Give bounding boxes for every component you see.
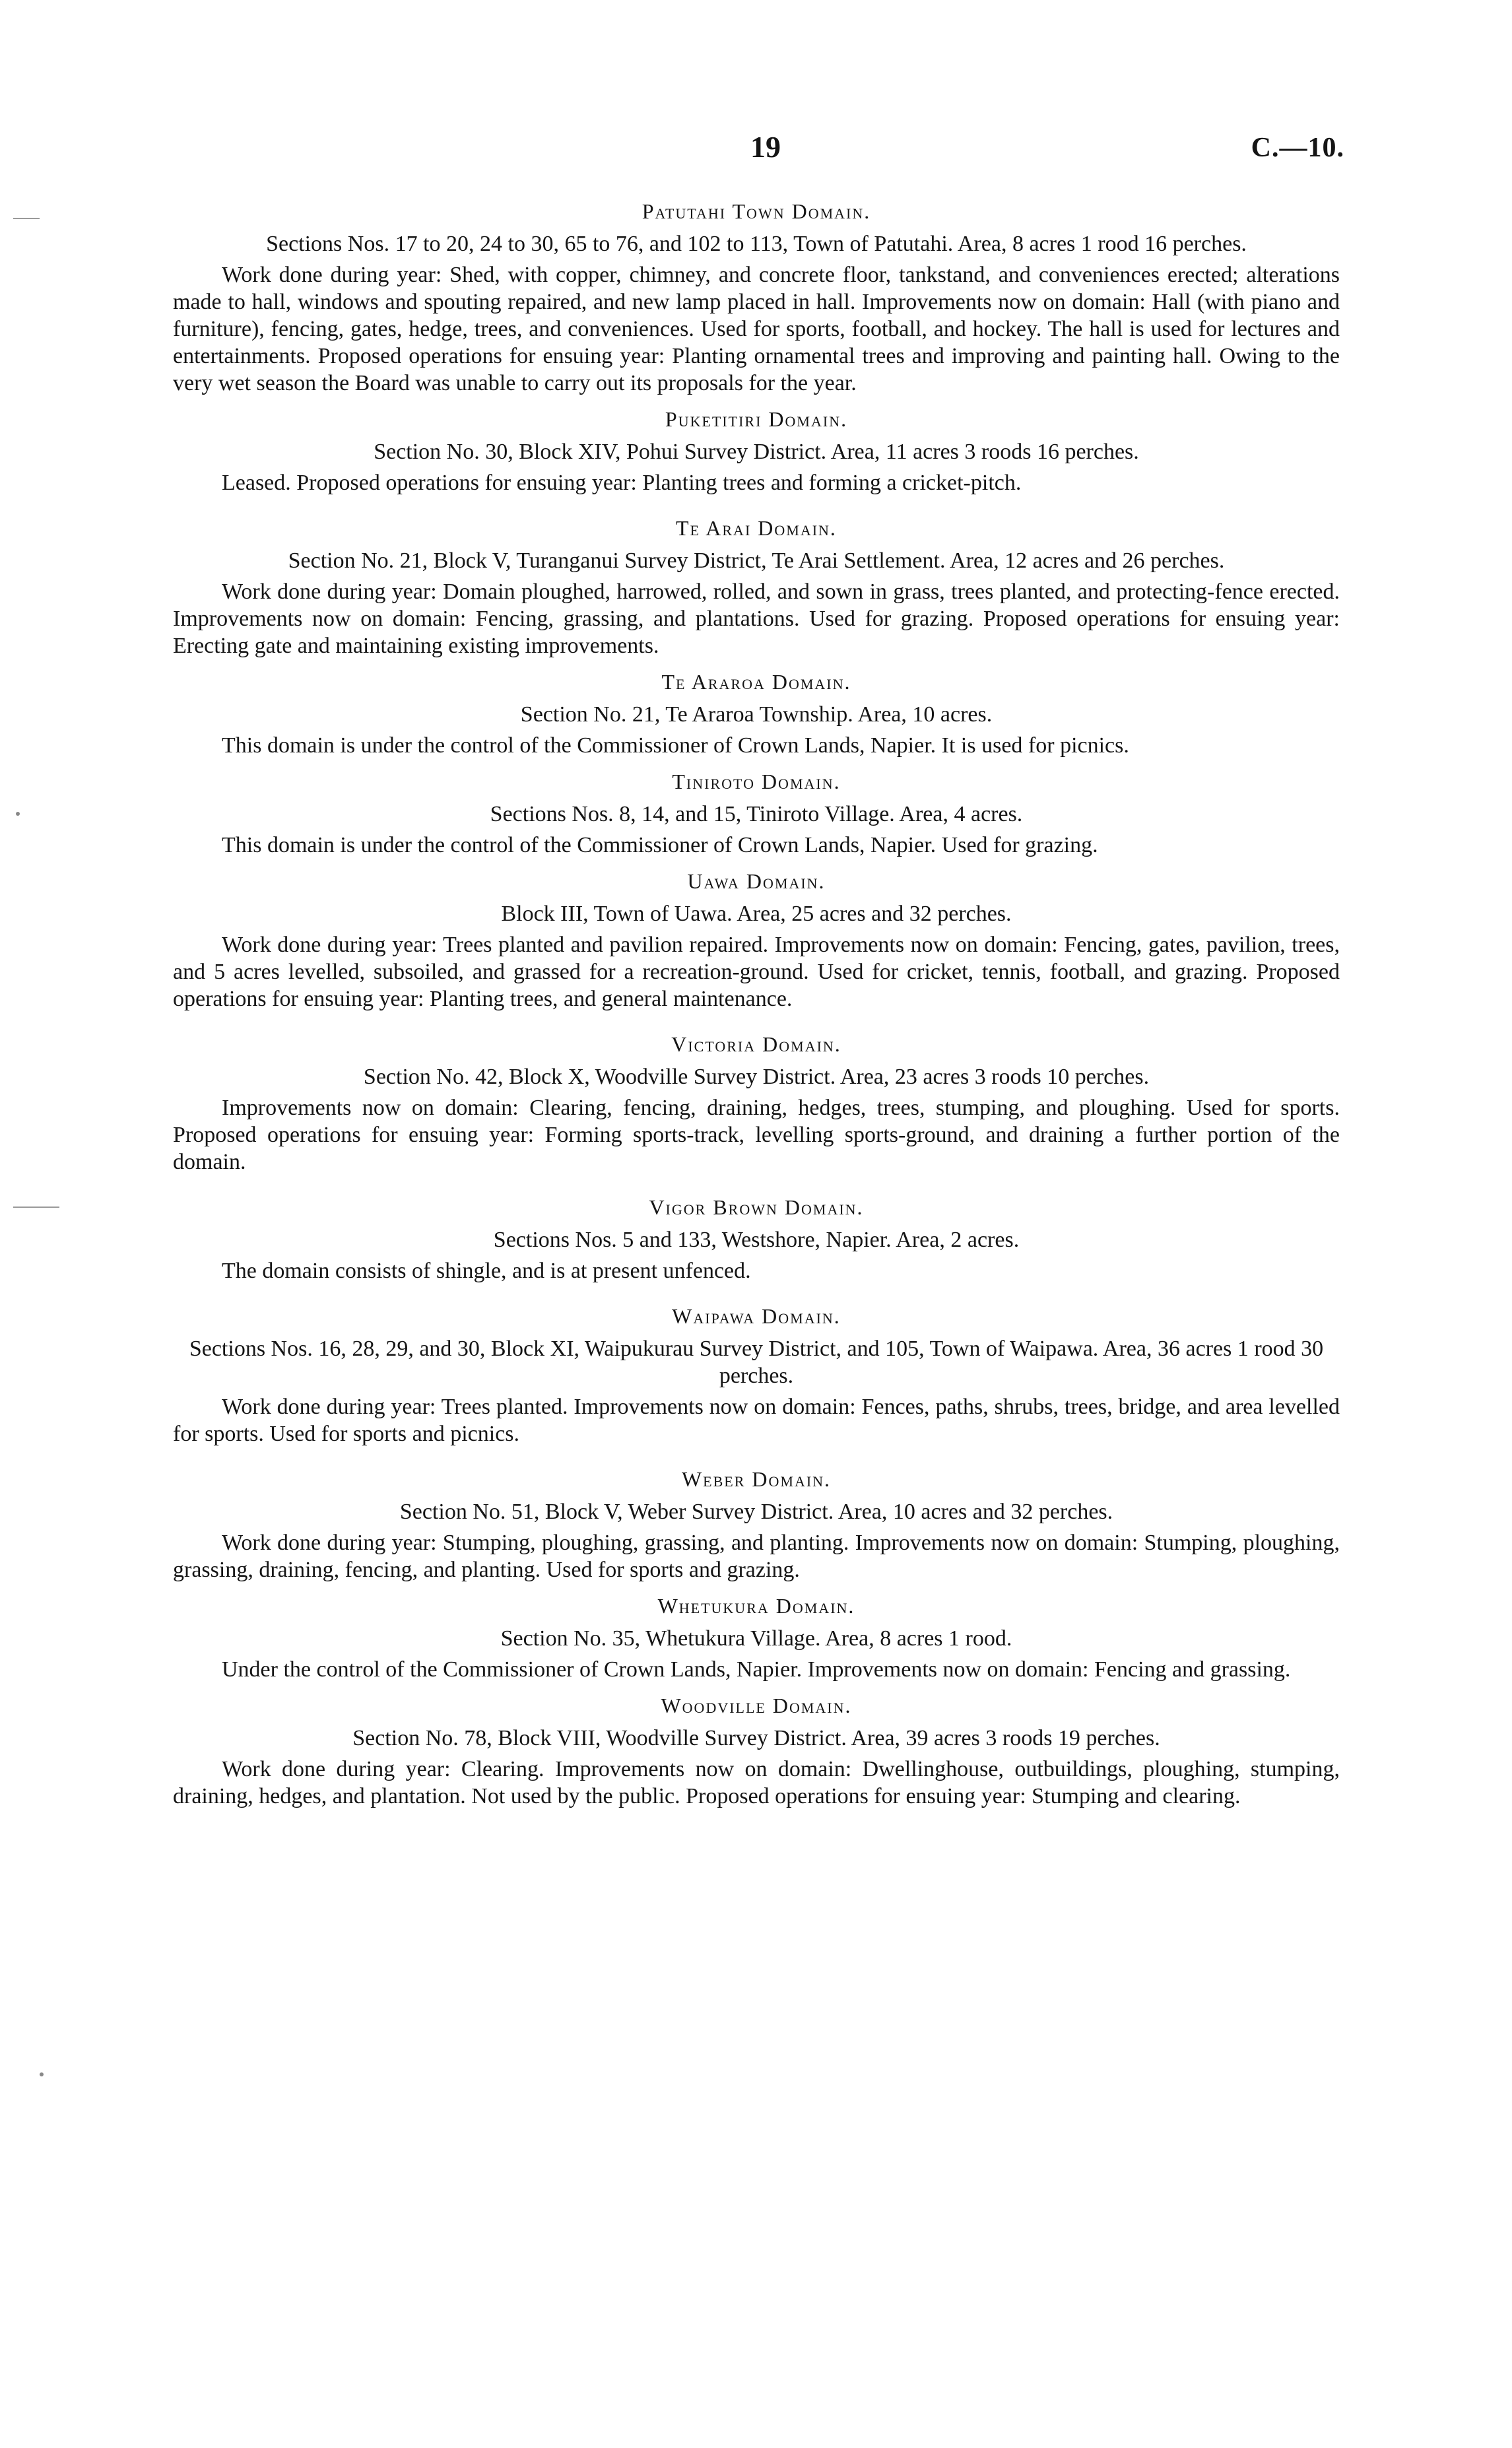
section-description: Sections Nos. 8, 14, and 15, Tiniroto Village. Area, 4 acres.: [490, 802, 1023, 826]
section-paragraph: This domain is under the control of the Commissioner of Crown Lands, Napier. Used for grazing.: [222, 833, 1098, 857]
section-heading: Vigor Brown Domain.: [649, 1195, 864, 1219]
section-paragraph: Work done during year: Domain ploughed, harrowed, rolled, and sown in grass, trees planted, and protecting-fence erected. Improvements now on domain: Fencing, grassing, and plantations. Used for grazing. Proposed operations for ensuing year: Erecting gate and maintaining existing improvements.: [173, 579, 1340, 658]
section-heading: Victoria Domain.: [671, 1032, 841, 1056]
section-paragraph: Work done during year: Trees planted. Improvements now on domain: Fences, paths, shrubs, trees, bridge, and area levelled for sports. Used for sports and picnics.: [173, 1395, 1340, 1446]
document-body: [173, 198, 1340, 1819]
section-paragraph: The domain consists of shingle, and is at present unfenced.: [222, 1259, 751, 1283]
section-heading: Weber Domain.: [681, 1467, 832, 1491]
margin-dot: [16, 812, 20, 816]
section-paragraph: Work done during year: Clearing. Improvements now on domain: Dwellinghouse, outbuildings, ploughing, stumping, draining, hedges, and plantation. Not used by the public. Proposed operations for ensuing year: Stumping and clearing.: [173, 1757, 1340, 1808]
page-number: 19: [750, 130, 781, 164]
section-description: Block III, Town of Uawa. Area, 25 acres and 32 perches.: [501, 902, 1012, 926]
domain-section: [173, 1692, 1340, 1810]
section-description: Section No. 30, Block XIV, Pohui Survey District. Area, 11 acres 3 roods 16 perches.: [374, 440, 1139, 464]
section-paragraph: Leased. Proposed operations for ensuing year: Planting trees and forming a cricket-pitch.: [222, 471, 1022, 495]
margin-mark: [13, 1207, 59, 1208]
section-paragraph: This domain is under the control of the Commissioner of Crown Lands, Napier. It is used for picnics.: [222, 733, 1129, 758]
section-description: Section No. 42, Block X, Woodville Survey District. Area, 23 acres 3 roods 10 perches.: [363, 1065, 1150, 1089]
domain-section: [173, 1593, 1340, 1683]
section-heading: Te Arai Domain.: [676, 516, 837, 540]
margin-dot: [40, 2072, 44, 2076]
section-paragraph: Work done during year: Shed, with copper, chimney, and concrete floor, tankstand, and conveniences erected; alterations made to hall, windows and spouting repaired, and new lamp placed in hall. Improvements now on domain: Hall (with piano and furniture), fencing, gates, hedge, trees, and conveniences. Used for sports, football, and hockey. The hall is used for lectures and entertainments. Proposed operations for ensuing year: Planting ornamental trees and improving and painting hall. Owing to the very wet season the Board was unable to carry out its proposals for the year.: [173, 263, 1340, 395]
section-heading: Waipawa Domain.: [672, 1304, 841, 1328]
section-paragraph: Improvements now on domain: Clearing, fencing, draining, hedges, trees, stumping, and ploughing. Used for sports. Proposed operations for ensuing year: Forming sports-track, levelling sports-ground, and draining a further portion of the domain.: [173, 1096, 1340, 1174]
domain-section: [173, 1194, 1340, 1284]
section-description: Section No. 35, Whetukura Village. Area, 8 acres 1 rood.: [500, 1626, 1012, 1651]
section-description: Sections Nos. 17 to 20, 24 to 30, 65 to 76, and 102 to 113, Town of Patutahi. Area, 8 acres 1 rood 16 perches.: [266, 232, 1247, 256]
domain-section: [173, 669, 1340, 759]
section-description: Section No. 21, Block V, Turanganui Survey District, Te Arai Settlement. Area, 12 acres and 26 perches.: [288, 548, 1225, 573]
section-description: Section No. 78, Block VIII, Woodville Survey District. Area, 39 acres 3 roods 19 perches.: [352, 1726, 1160, 1750]
section-paragraph: Work done during year: Trees planted and pavilion repaired. Improvements now on domain: Fencing, gates, pavilion, trees, and 5 acres levelled, subsoiled, and grassed for a recreation-ground. Used for cricket, tennis, football, and grazing. Proposed operations for ensuing year: Planting trees, and general maintenance.: [173, 933, 1340, 1011]
margin-mark: [13, 218, 40, 219]
domain-section: [173, 768, 1340, 859]
domain-section: [173, 406, 1340, 496]
section-description: Sections Nos. 5 and 133, Westshore, Napier. Area, 2 acres.: [493, 1228, 1020, 1252]
section-paragraph: Under the control of the Commissioner of Crown Lands, Napier. Improvements now on domain: Fencing and grassing.: [222, 1657, 1291, 1682]
domain-section: [173, 868, 1340, 1012]
section-heading: Patutahi Town Domain.: [641, 199, 871, 223]
section-heading: Uawa Domain.: [687, 869, 826, 893]
domain-section: [173, 1303, 1340, 1447]
section-heading: Tiniroto Domain.: [672, 770, 841, 793]
section-heading: Puketitiri Domain.: [665, 407, 848, 431]
section-heading: Woodville Domain.: [661, 1694, 852, 1717]
section-description: Sections Nos. 16, 28, 29, and 30, Block XI, Waipukurau Survey District, and 105, Town of Waipawa. Area, 36 acres 1 rood 30 perches.: [189, 1337, 1324, 1388]
section-heading: Te Araroa Domain.: [661, 670, 851, 694]
section-paragraph: Work done during year: Stumping, ploughing, grassing, and planting. Improvements now on domain: Stumping, ploughing, grassing, draining, fencing, and planting. Used for sports and grazing.: [173, 1531, 1340, 1582]
domain-section: [173, 1466, 1340, 1583]
document-code: C.—10.: [1251, 133, 1344, 163]
section-heading: Whetukura Domain.: [657, 1594, 855, 1618]
section-description: Section No. 51, Block V, Weber Survey District. Area, 10 acres and 32 perches.: [399, 1500, 1113, 1524]
domain-section: [173, 1031, 1340, 1175]
domain-section: [173, 515, 1340, 659]
section-description: Section No. 21, Te Araroa Township. Area, 10 acres.: [520, 702, 993, 727]
domain-section: [173, 198, 1340, 397]
